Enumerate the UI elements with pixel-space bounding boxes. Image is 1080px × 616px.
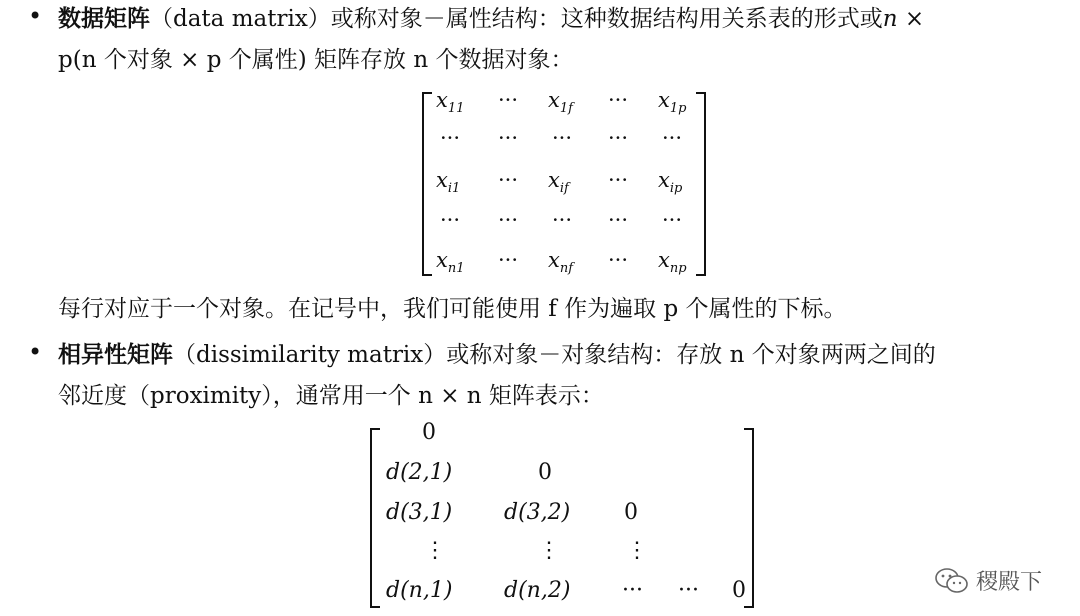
matrix-cell-xn1: $x_{n1}$ (436, 248, 465, 277)
matrix-cell-dots: ··· (608, 208, 629, 232)
dissimilarity-intro-line2: 邻近度（proximity），通常用一个 n × n 矩阵表示： (58, 383, 604, 409)
dmatrix-dots: ··· (622, 578, 643, 603)
matrix-cell-dots: ··· (608, 248, 629, 272)
dmatrix-cell: d(n,2) (504, 578, 571, 603)
matrix-cell-x1p: $x_{1p}$ (658, 88, 687, 117)
dissimilarity-definition: （dissimilarity matrix）或称对象－对象结构：存放 n 个对象两两之间的 (173, 342, 936, 368)
matrix-cell-xnf: $x_{nf}$ (548, 248, 574, 277)
matrix-cell-x1f: $x_{1f}$ (548, 88, 573, 117)
matrix-cell-dots: ··· (440, 208, 461, 232)
matrix-cell-dots: ··· (662, 208, 683, 232)
matrix-cell-dots: ··· (552, 208, 573, 232)
dissimilarity-left-bracket (370, 428, 380, 608)
matrix-cell-dots: ··· (498, 168, 519, 192)
data-matrix-right-bracket (696, 92, 706, 276)
data-matrix-dims-n: n × (882, 6, 925, 32)
dmatrix-cell: 0 (538, 460, 552, 485)
bullet-dissimilarity-matrix: • (28, 338, 43, 366)
data-matrix-definition: （data matrix）或称对象－属性结构：这种数据结构用关系表的形式或 (150, 6, 883, 32)
matrix-cell-dots: ··· (608, 168, 629, 192)
bullet-data-matrix: • (28, 2, 43, 30)
matrix-cell-x11: $x_{11}$ (436, 88, 465, 117)
matrix-cell-xif: $x_{if}$ (548, 168, 569, 197)
dissimilarity-matrix (386, 420, 746, 612)
matrix-cell-dots: ··· (662, 126, 683, 150)
wechat-icon (934, 567, 970, 595)
dmatrix-cell: d(n,1) (386, 578, 453, 603)
matrix-cell-dots: ··· (608, 88, 629, 112)
dmatrix-vdots: ⋮ (424, 538, 446, 563)
dmatrix-cell: d(3,2) (504, 500, 571, 525)
dmatrix-dots: ··· (678, 578, 699, 603)
data-matrix (436, 88, 696, 278)
matrix-cell-dots: ··· (498, 88, 519, 112)
watermark (934, 565, 1042, 596)
matrix-cell-xip: $x_{ip}$ (658, 168, 683, 197)
matrix-cell-dots: ··· (498, 248, 519, 272)
matrix-cell-xnp: $x_{np}$ (658, 248, 687, 277)
data-matrix-intro-line2: p(n 个对象 × p 个属性) 矩阵存放 n 个数据对象： (58, 47, 574, 73)
matrix-cell-dots: ··· (498, 126, 519, 150)
dmatrix-cell: 0 (624, 500, 638, 525)
data-matrix-explanation: 每行对应于一个对象。在记号中，我们可能使用 f 作为遍取 p 个属性的下标。 (58, 296, 847, 322)
dissimilarity-matrix-term: 相异性矩阵 (58, 342, 173, 368)
matrix-cell-dots: ··· (498, 208, 519, 232)
data-matrix-left-bracket (422, 92, 432, 276)
dissimilarity-intro-line1 (58, 340, 936, 370)
dmatrix-cell: 0 (732, 578, 746, 603)
matrix-cell-dots: ··· (608, 126, 629, 150)
matrix-cell-dots: ··· (552, 126, 573, 150)
dmatrix-vdots: ⋮ (626, 538, 648, 563)
dmatrix-cell: d(3,1) (386, 500, 453, 525)
data-matrix-term: 数据矩阵 (58, 6, 150, 32)
data-matrix-intro-line1 (58, 4, 924, 34)
matrix-cell-xi1: $x_{i1}$ (436, 168, 461, 197)
dmatrix-vdots: ⋮ (538, 538, 560, 563)
dmatrix-cell: 0 (422, 420, 436, 445)
matrix-cell-dots: ··· (440, 126, 461, 150)
watermark-text: 稷殿下 (975, 570, 1042, 595)
dmatrix-cell: d(2,1) (386, 460, 453, 485)
